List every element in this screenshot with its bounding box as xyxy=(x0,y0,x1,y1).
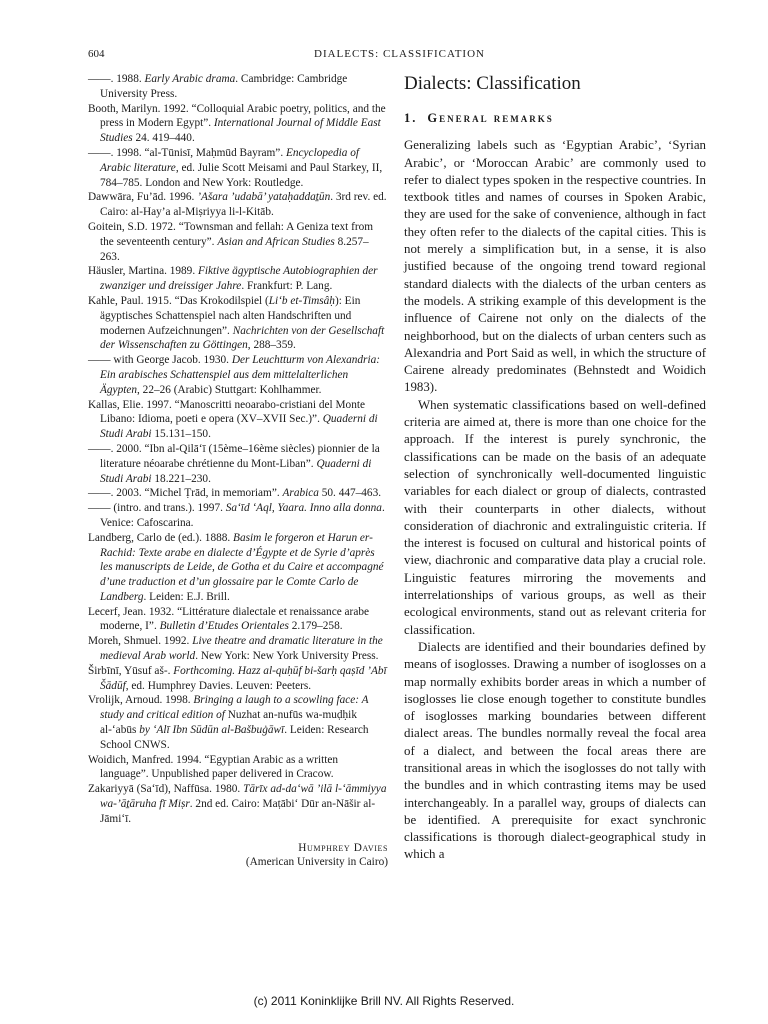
reference-text: ——. 2003. “Michel Ṭrād, in memoriam”. xyxy=(88,487,283,500)
reference-text: . 3rd rev. ed. Cairo: al-Hay’a al-Miṣriyya li-l-Kitāb. xyxy=(100,191,387,219)
reference-title: Arabica xyxy=(282,487,319,500)
reference-text: Booth, Marilyn. 1992. “Colloquial Arabic poetry, politics, and the press in Modern Egypt”. xyxy=(88,102,386,130)
reference-title: Basim le forgeron et Harun er-Rachid: Texte arabe en dialecte d’Égypte et de Syrie d’après les manuscripts de Leide, de Gotha et du Caire et accompagné d’une traduction et d’un glossaire par le Comte Carlo de Landberg xyxy=(100,531,384,603)
reference-entry xyxy=(88,693,388,752)
reference-title: Live theatre and dramatic literature in the medieval Arab world xyxy=(100,635,383,663)
reference-text: . Cambridge: Cambridge University Press. xyxy=(100,73,348,100)
reference-entry xyxy=(88,398,388,442)
reference-title: Bulletin d’Etudes Orientales xyxy=(159,620,289,633)
paragraph: Dialects are identified and their boundaries defined by means of isoglosses. Drawing a number of isoglosses on a map normally exhibits border areas in which a number of isoglosses lie close enough together to constitute bundles of isoglosses marking boundaries between different dialect areas. The bundles normally reveal the focal area of a dialect, and between the focal areas there are transitional areas in which the isoglosses do not tally with the bundles and in which contrasting items may be used interchangeably. In a parallel way, groups of dialects can be identified. A prerequisite for exact synchronic classifications is thorough dialect-geographical study in which a xyxy=(404,639,706,862)
reference-title: Quaderni di Studi Arabi xyxy=(100,413,378,441)
reference-text: Vrolijk, Arnoud. 1998. xyxy=(88,694,194,707)
reference-text: . New York: New York University Press. xyxy=(195,650,379,663)
reference-entry xyxy=(88,486,388,501)
reference-entry xyxy=(88,634,388,664)
running-head: DIALECTS: CLASSIFICATION xyxy=(314,48,485,60)
reference-text: . 2nd ed. Cairo: Maṭābi‘ Dūr an-Nāšir al-Jāmi‘ī. xyxy=(100,798,376,825)
reference-entry xyxy=(88,753,388,783)
reference-title: Quaderni di Studi Arabi xyxy=(100,457,372,485)
author-affiliation: (American University in Cairo) xyxy=(245,856,388,869)
reference-title: Tārīx ad-da‘wā ’ilā l-‘āmmiyya wa-’āṯāruha fī Miṣr xyxy=(100,783,387,811)
reference-text: Kallas, Elie. 1997. “Manoscritti neoarabo-cristiani del Monte Libano: Idioma, poeti e opera (XV–XVII Sec.)”. xyxy=(88,398,366,426)
reference-text: , ed. Humphrey Davies. Leuven: Peeters. xyxy=(125,679,312,692)
reference-entry xyxy=(88,531,388,605)
reference-text: , 288–359. xyxy=(247,339,296,352)
reference-title: Sa‘īd ‘Aql, Yaara. Inno alla donna xyxy=(225,502,382,515)
reference-entry xyxy=(88,782,388,826)
reference-entry xyxy=(88,72,388,102)
reference-title: Nachrichten von der Gesellschaft der Wissenschaften zu Göttingen xyxy=(100,324,385,352)
reference-title: Bringing a laugh to a scowling face: A study and critical edition of xyxy=(100,694,369,722)
reference-text: 8.257–263. xyxy=(100,235,369,263)
reference-entry xyxy=(88,442,388,486)
reference-text: Landberg, Carlo de (ed.). 1888. xyxy=(88,531,234,544)
reference-text: . Frankfurt: P. Lang. xyxy=(241,280,333,293)
reference-text: Goitein, S.D. 1972. “Townsman and fellah: A Geniza text from the seventeenth century”. xyxy=(88,220,374,248)
reference-entry xyxy=(88,264,388,294)
reference-text: . Leiden: Research School CNWS. xyxy=(100,724,369,751)
reference-text: Moreh, Shmuel. 1992. xyxy=(88,635,193,648)
reference-title: by ‘Alī Ibn Sūdūn al-Bašbuġāwī xyxy=(139,724,285,737)
reference-text: 50. 447–463. xyxy=(318,487,382,500)
reference-title: ’Ašara ’udabā’ yataḥaddaṯūn xyxy=(197,191,331,204)
reference-list xyxy=(88,72,388,827)
reference-text: ——. 1988. xyxy=(88,73,145,85)
reference-title: Early Arabic drama xyxy=(144,73,236,85)
section-title: General remarks xyxy=(427,111,554,125)
reference-entry xyxy=(88,190,388,220)
article-column xyxy=(404,72,706,864)
reference-entry xyxy=(88,605,388,635)
section-heading xyxy=(404,110,706,127)
reference-text: . Venice: Cafoscarina. xyxy=(100,502,385,529)
reference-title: Li‘b et-Timsâḥ xyxy=(268,294,335,307)
reference-text: 18.221–230. xyxy=(151,472,211,485)
reference-entry xyxy=(88,220,388,264)
reference-text: 2.179–258. xyxy=(288,620,343,633)
reference-title: Asian and African Studies xyxy=(217,235,335,248)
reference-entry xyxy=(88,353,388,397)
paragraph: Generalizing labels such as ‘Egyptian Arabic’, ‘Syrian Arabic’, or ‘Moroccan Arabic’ are commonly used to refer to dialect types spoken in the respective countries. In textbook titles and names of courses in Spoken Arabic, they are used for the sake of convenience, although in fact they often refer to the dialects of the capital cities. This is not merely a simplification but, in a sense, it is also justified because of the ongoing trend toward regional standard dialects with the dialects of the urban centers as the models. A striking example of this development is the influence of Cairene not only on the dialects of the neighborhood, but on the dialects of urban centers such as Alexandria and Port Said as well, in which the structure of Cairene already predominates (Behnstedt and Woidich 1983). xyxy=(404,138,706,395)
paragraph: When systematic classifications based on well-defined criteria are aimed at, there is more than one choice for the approach. If the interest is purely synchronic, the classifications can be made on the basis of an adequate selection of synchronically well-documented linguistic variables for each dialect or group of dialects, contrasted with their counterparts in other dialects, without consideration of diachronic and extralinguistic criteria. If the interest is focused on cultural and historical points of view, diachronic and comparative data play a crucial role. Linguistic features mirroring the movements and interrelationships of various groups, as well as their ecological environments, stand out as relevant criteria for classification. xyxy=(404,397,706,637)
reference-entry xyxy=(88,664,388,694)
reference-entry xyxy=(88,501,388,531)
author-name: Humphrey Davies xyxy=(298,841,388,854)
reference-text: Woidich, Manfred. 1994. “Egyptian Arabic as a written language”. Unpublished paper delivered in Cracow. xyxy=(88,753,339,781)
copyright-notice: (c) 2011 Koninklijke Brill NV. All Rights Reserved. xyxy=(253,994,515,1008)
page-number: 604 xyxy=(88,48,105,60)
reference-text: 15.131–150. xyxy=(151,428,211,441)
page-header xyxy=(88,48,708,64)
reference-title: Der Leuchtturm von Alexandria: Ein arabisches Schattenspiel aus dem mittelalterlichen Ägypten xyxy=(100,354,381,396)
reference-text: —— (intro. and trans.). 1997. xyxy=(88,502,226,515)
reference-text: Zakariyyā (Sa‘īd), Naffūsa. 1980. xyxy=(88,783,244,796)
reference-text: ): Ein ägyptisches Schattenspiel nach alten Handschriften und modernen Aufzeichnungen”. xyxy=(100,294,361,337)
reference-text: ——. 2000. “Ibn al-Qilā‘ī (15ème–16ème siècles) pionnier de la literature néoarabe chrétienne du Mont-Liban”. xyxy=(88,442,380,470)
reference-title: Fiktive ägyptische Autobiographien der zwanziger und dreissiger Jahre xyxy=(100,265,378,293)
author-signature xyxy=(88,841,388,871)
reference-text: . Leiden: E.J. Brill. xyxy=(143,590,230,603)
reference-title: International Journal of Middle East Studies xyxy=(100,117,381,145)
reference-entry xyxy=(88,294,388,353)
reference-text: Nuzhat an-nufūs wa-muḍḥik al-‘abūs xyxy=(100,709,357,737)
reference-text: 24. 419–440. xyxy=(132,132,195,145)
reference-text: , ed. Julie Scott Meisami and Paul Starkey, II, 784–785. London and New York: Routledge. xyxy=(100,161,383,189)
reference-text: ——. 1998. “al-Tūnisī, Maḥmūd Bayram”. xyxy=(88,146,286,159)
reference-text: —— with George Jacob. 1930. xyxy=(88,354,232,367)
reference-text: Kahle, Paul. 1915. “Das Krokodilspiel ( xyxy=(88,294,269,307)
reference-text: Širbīnī, Yūsuf aš-. xyxy=(88,664,174,677)
reference-text: , 22–26 (Arabic) Stuttgart: Kohlhammer. xyxy=(137,383,322,396)
reference-text: Häusler, Martina. 1989. xyxy=(88,265,198,278)
reference-text: Lecerf, Jean. 1932. “Littérature dialectale et renaissance arabe moderne, I”. xyxy=(88,605,369,633)
reference-title: Forthcoming. Hazz al-quḥūf bi-šarḥ qaṣīd ’Abī Šādūf xyxy=(100,664,387,692)
reference-title: Encyclopedia of Arabic literature xyxy=(100,146,360,174)
article-title: Dialects: Classification xyxy=(404,73,581,94)
reference-entry xyxy=(88,102,388,146)
reference-text: Dawwāra, Fu’ād. 1996. xyxy=(88,191,198,204)
bibliography-column xyxy=(88,72,388,870)
reference-entry xyxy=(88,146,388,190)
section-number: 1. xyxy=(404,111,418,125)
